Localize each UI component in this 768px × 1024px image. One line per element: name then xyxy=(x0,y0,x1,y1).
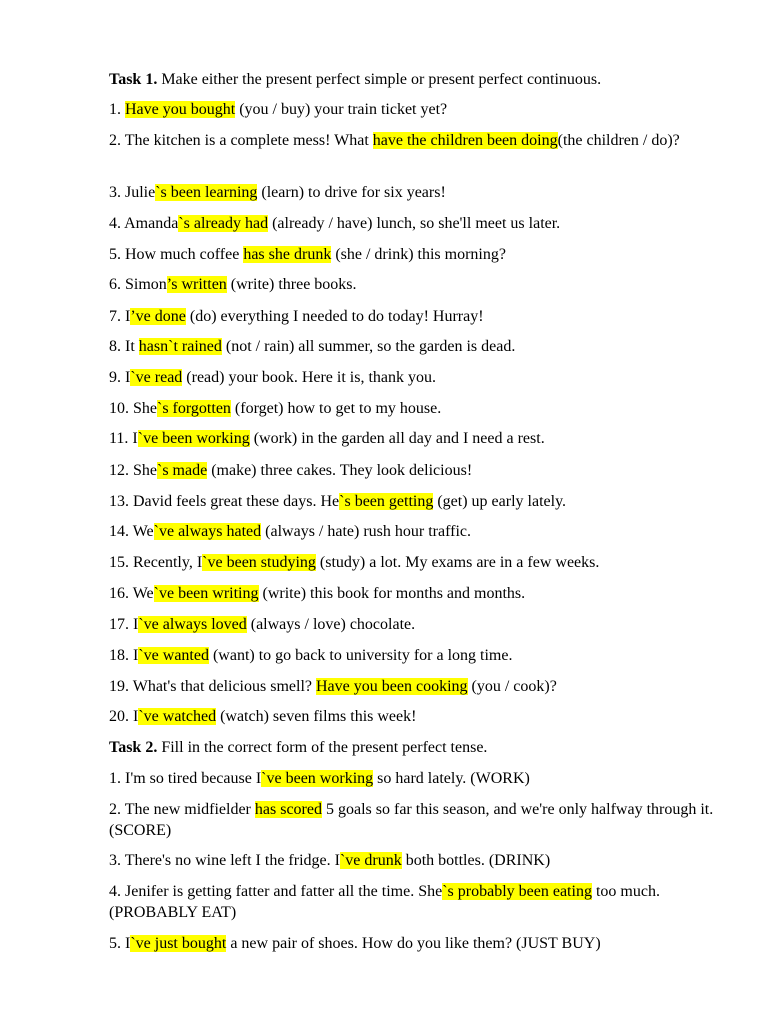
task2-heading xyxy=(109,737,729,758)
answer-highlight: `s forgotten xyxy=(157,400,231,417)
answer-highlight: ’ve done xyxy=(130,308,186,325)
task2-instruction: Fill in the correct form of the present perfect tense. xyxy=(157,739,488,756)
task1-item-17 xyxy=(109,614,729,635)
answer-highlight: ’s written xyxy=(166,276,227,293)
item-text: 5. I xyxy=(109,935,131,952)
item-text: (learn) to drive for six years! xyxy=(257,184,446,201)
answer-highlight: `ve watched xyxy=(138,708,217,725)
item-text: 11. I xyxy=(109,430,138,447)
item-text: 20. I xyxy=(109,708,139,725)
item-text: 8. It xyxy=(109,338,139,355)
answer-highlight: `s probably been eating xyxy=(442,883,592,900)
task1-item-6 xyxy=(109,274,729,295)
task2-item-4 xyxy=(109,881,729,923)
answer-highlight: `ve read xyxy=(130,369,183,386)
answer-highlight: `ve been writing xyxy=(153,585,259,602)
item-text: (you / buy) your train ticket yet? xyxy=(235,101,448,118)
item-text: a new pair of shoes. How do you like them? (JUST BUY) xyxy=(226,935,601,952)
task2-item-2 xyxy=(109,799,729,841)
answer-highlight: `ve been working xyxy=(137,430,250,447)
task1-item-12 xyxy=(109,460,729,481)
item-text: 2. The new midfielder xyxy=(109,801,255,818)
answer-highlight: `ve wanted xyxy=(138,647,209,664)
task1-item-2 xyxy=(109,130,729,151)
task1-item-9 xyxy=(109,367,729,388)
task1-item-10 xyxy=(109,398,729,419)
item-text: (always / love) chocolate. xyxy=(246,616,416,633)
answer-highlight: `s been getting xyxy=(339,493,434,510)
task1-item-13 xyxy=(109,491,729,512)
task1-item-5 xyxy=(109,244,729,265)
item-text: (the children / do)? xyxy=(557,132,680,149)
item-text: 7. I xyxy=(109,308,131,325)
item-text: (already / have) lunch, so she'll meet us later. xyxy=(268,215,561,232)
item-text: 5. How much coffee xyxy=(109,246,244,263)
item-text: 18. I xyxy=(109,647,139,664)
task1-item-7 xyxy=(109,306,729,327)
answer-highlight: hasn`t rained xyxy=(138,338,222,355)
answer-highlight: Have you bought xyxy=(125,101,236,118)
answer-highlight: `ve always hated xyxy=(153,523,262,540)
item-text: 17. I xyxy=(109,616,139,633)
item-text: 10. She xyxy=(109,400,157,417)
item-text: 1. I'm so tired because I xyxy=(109,770,262,787)
item-text: 3. Julie xyxy=(109,184,156,201)
task2-item-5 xyxy=(109,933,729,954)
task1-label: Task 1. xyxy=(109,71,158,88)
item-text: (work) in the garden all day and I need a rest. xyxy=(249,430,545,447)
item-text: (study) a lot. My exams are in a few weeks. xyxy=(315,554,600,571)
task1-item-18 xyxy=(109,645,729,666)
answer-highlight: Have you been cooking xyxy=(316,678,468,695)
answer-highlight: `ve been working xyxy=(261,770,374,787)
item-text: (make) three cakes. They look delicious! xyxy=(207,462,473,479)
task1-heading xyxy=(109,69,729,90)
item-text: (write) this book for months and months. xyxy=(258,585,526,602)
task2-item-1 xyxy=(109,768,729,789)
item-text: 4. Jenifer is getting fatter and fatter all the time. She xyxy=(109,883,443,900)
answer-highlight: `s made xyxy=(157,462,208,479)
task1-item-3 xyxy=(109,182,729,203)
item-text: 1. xyxy=(109,101,125,118)
task1-item-8 xyxy=(109,336,729,357)
task2-item-3 xyxy=(109,850,729,871)
item-text: 13. David feels great these days. He xyxy=(109,493,340,510)
item-text: 12. She xyxy=(109,462,157,479)
answer-highlight: `s already had xyxy=(178,215,269,232)
item-text: (read) your book. Here it is, thank you. xyxy=(182,369,437,386)
item-text: (she / drink) this morning? xyxy=(331,246,506,263)
item-text: 5 goals so far this season, and we're only halfway through it. (SCORE) xyxy=(109,801,714,839)
task1-item-1 xyxy=(109,99,729,120)
item-text: 2. The kitchen is a complete mess! What xyxy=(109,132,373,149)
task1-item-19 xyxy=(109,676,729,697)
item-text: 9. I xyxy=(109,369,131,386)
item-text: 16. We xyxy=(109,585,154,602)
answer-highlight: has scored xyxy=(254,801,322,818)
task1-item-20 xyxy=(109,706,729,727)
item-text: 3. There's no wine left I the fridge. I xyxy=(109,852,340,869)
item-text: 4. Amanda xyxy=(109,215,179,232)
answer-highlight: `s been learning xyxy=(155,184,258,201)
answer-highlight: `ve drunk xyxy=(339,852,402,869)
item-text: so hard lately. (WORK) xyxy=(373,770,530,787)
answer-highlight: `ve just bought xyxy=(130,935,227,952)
item-text: (do) everything I needed to do today! Hurray! xyxy=(185,308,484,325)
item-text: (want) to go back to university for a long time. xyxy=(208,647,513,664)
item-text: (forget) how to get to my house. xyxy=(230,400,442,417)
item-text: 19. What's that delicious smell? xyxy=(109,678,316,695)
item-text: (always / hate) rush hour traffic. xyxy=(261,523,472,540)
item-text: (get) up early lately. xyxy=(433,493,567,510)
task1-item-14 xyxy=(109,521,729,542)
answer-highlight: have the children been doing xyxy=(372,132,558,149)
item-text: 6. Simon xyxy=(109,276,167,293)
item-text: (you / cook)? xyxy=(467,678,557,695)
item-text: (not / rain) all summer, so the garden is dead. xyxy=(221,338,516,355)
item-text: 14. We xyxy=(109,523,154,540)
answer-highlight: `ve been studying xyxy=(202,554,316,571)
item-text: both bottles. (DRINK) xyxy=(401,852,551,869)
task2-label: Task 2. xyxy=(109,739,158,756)
answer-highlight: has she drunk xyxy=(243,246,332,263)
task1-instruction: Make either the present perfect simple or present perfect continuous. xyxy=(157,71,602,88)
item-text: too much. (PROBABLY EAT) xyxy=(109,883,660,921)
item-text: 15. Recently, I xyxy=(109,554,203,571)
task1-item-4 xyxy=(109,213,729,234)
answer-highlight: `ve always loved xyxy=(138,616,247,633)
task1-item-16 xyxy=(109,583,729,604)
task1-item-11 xyxy=(109,428,729,449)
item-text: (write) three books. xyxy=(226,276,357,293)
task1-item-15 xyxy=(109,552,729,573)
item-text: (watch) seven films this week! xyxy=(216,708,417,725)
